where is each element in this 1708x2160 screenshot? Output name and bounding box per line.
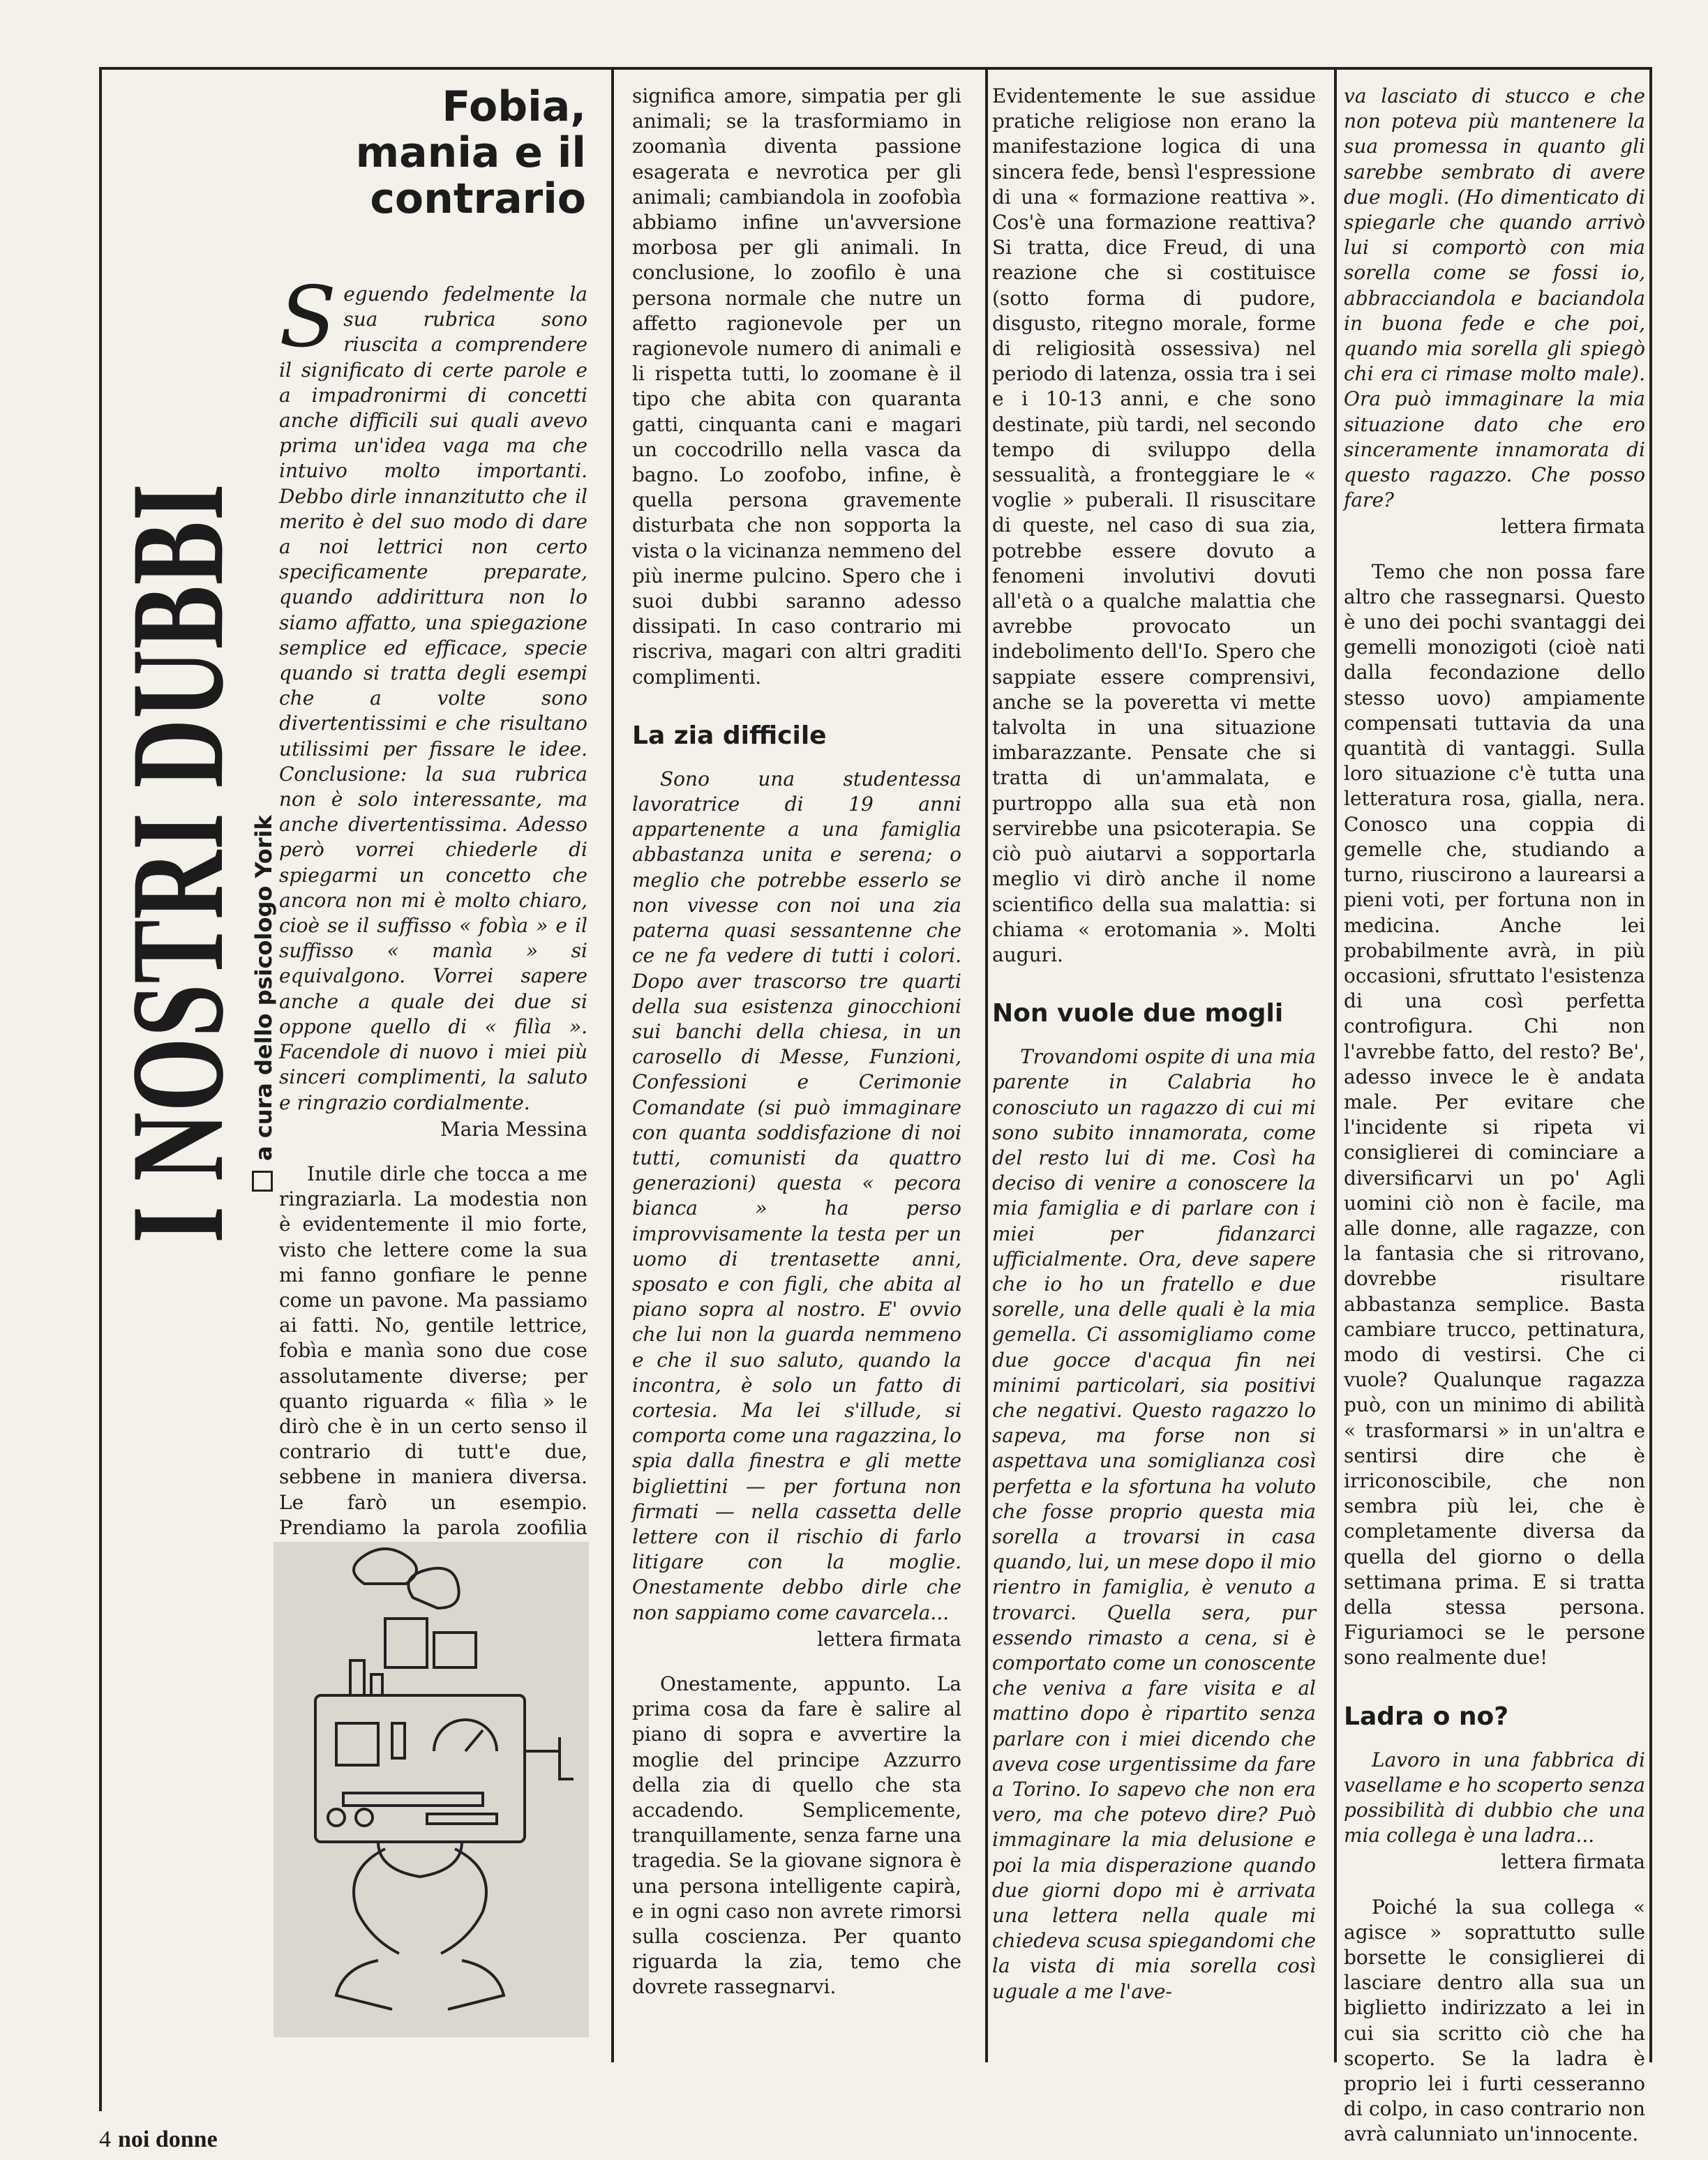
answer-text: Onestamente, appunto. La prima cosa da fare è salire al piano di sopra e avvertire la moglie del principe Azzurro della zia di quello che sta accadendo. Semplicemente, tranquillamente, senza farne una tragedia. Se la giovane signora è una persona intelligente capirà, e in ogni caso non avrete rimorsi sulla coscienza. Per quanto riguarda la zia, temo che dovrete rassegnarvi.: [632, 1672, 961, 1999]
letter-signature: Maria Messina: [440, 1117, 587, 1141]
page-footer: [99, 2127, 218, 2153]
byline-box-icon: [252, 1171, 273, 1192]
column-3: [992, 84, 1316, 2004]
top-rule: [99, 67, 1652, 70]
frame-left-rule: [99, 67, 102, 2111]
drop-cap: S: [279, 269, 337, 366]
answer-text: Evidentemente le sue assidue pratiche religiose non erano la manifestazione logica di una sincera fede, bensì l'espressione di una « formazione reattiva ». Cos'è una formazione reattiva? Si tratta, dice Freud, di una reazione che si costituisce (sotto forma di pudore, disgusto, ritegno morale, forme di religiosità ossessiva) nel periodo di latenza, ossia tra i sei e i 10-13 anni, e che sono destinate, più tardi, nel secondo tempo di sviluppo della sessualità, a fronteggiare le « voglie » puberali. Il risuscitare di queste, nel caso di sua zia, potrebbe essere dovuto a fenomeni involutivi dovuti all'età o a qualche malattia che avrebbe provocato un indebolimento dell'Io. Spero che sappiate essere comprensivi, anche se la poveretta vi mette talvolta in una situazione imbarazzante. Pensate che si tratta di un'ammalata, e purtroppo alla sua età non servirebbe una psicoterapia. Se ciò può aiutarvi a sopportarla meglio vi dirò anche il nome scientifico della sua malattia: si chiama « erotomania ». Molti auguri.: [992, 84, 1316, 966]
column-divider: [985, 67, 988, 2062]
magazine-name: noi donne: [118, 2127, 218, 2152]
subhead: La zia difficile: [632, 721, 827, 750]
letter-text: Seguendo fedelmente la sua rubrica sono riuscita a comprendere il significato di certe parole e a impadronirmi di concetti anche difficili sui quali avevo prima un'idea vaga ma che intuivo molto importanti. Debbo dirle innanzitutto che il merito è del suo modo di dare a noi lettrici non certo specificamente preparate, quando addirittura non lo siamo affatto, una spiegazione semplice ed efficace, specie quando si tratta degli esempi che a volte sono divertentissimi e che risultano utilissimi per fissare le idee. Conclusione: la sua rubrica non è solo interessante, ma anche divertentissima. Adesso però vorrei chiederle di spiegarmi un concetto che ancora non mi è molto chiaro, cioè se il suffisso « fobìa » e il suffisso « manìa » si equivalgono. Vorrei sapere anche a quale dei due si oppone quello di « filìa ». Facendole di nuovo i miei più sinceri complimenti, la saluto e ringrazio cordialmente.: [279, 269, 587, 1114]
column-divider: [611, 67, 614, 2062]
column-divider: [1334, 67, 1337, 2062]
answer-text: significa amore, simpatia per gli animali; se la trasformiamo in zoomanìa diventa passione esagerata e nevrotica per gli animali; cambiandola in zoofobìa abbiamo infine un'avversione morbosa per gli animali. In conclusione, lo zoofilo è una persona normale che nutre un affetto ragionevole per un ragionevole numero di animali e li rispetta tutti, lo zoomane è il tipo che abita con quaranta gatti, cinquanta cani e magari un coccodrillo nella vasca da bagno. Lo zoofobo, infine, è quella persona gravemente disturbata che non sopporta la vista o la vicinanza nemmeno del più inerme pulcino. Spero che i suoi dubbi saranno adesso dissipati. In caso contrario mi riscriva, magari con altri graditi complimenti.: [632, 84, 961, 689]
letter-text: Sono una studentessa lavoratrice di 19 anni appartenente a una famiglia abbastanza unita e serena; o meglio che potrebbe esserlo se non vivesse con noi una zia paterna quasi sessantenne che ce ne fa vedere di tutti i colori. Dopo aver trascorso tre quarti della sua esistenza ginocchioni sui banchi della chiesa, in un carosello di Messe, Funzioni, Confessioni e Cerimonie Comandate (si può immaginare con quanta soddisfazione di noi tutti, comunisti da quattro generazioni) questa « pecora bianca » ha perso improvvisamente la testa per un uomo di trentasette anni, sposato e con figli, che abita al piano sopra al nostro. E' ovvio che lui non la guarda nemmeno e che il suo saluto, quando la incontra, è solo un fatto di cortesia. Ma lei s'illude, si comporta come una ragazzina, lo spia dalla finestra e gli mette bigliettini — per fortuna non firmati — nella cassetta delle lettere con il rischio di farlo litigare con la moglie. Onestamente debbo dirle che non sappiamo come cavarcela...: [632, 767, 961, 1624]
subhead: Ladra o no?: [1344, 1702, 1509, 1731]
letter-text: Trovandomi ospite di una mia parente in Calabria ho conosciuto un ragazzo di cui mi sono subito innamorata, come del resto lui di me. Così ha deciso di venire a conoscere la mia famiglia e di parlare con i miei per fidanzarci ufficialmente. Ora, deve sapere che io ho un fratello e due sorelle, una delle quali è la mia gemella. Ci assomigliamo come due gocce d'acqua fin nei minimi particolari, sia positivi che negativi. Questo ragazzo lo sapeva, ma forse non si aspettava una somiglianza così perfetta e la sfortuna ha voluto che fosse proprio questa mia sorella a trovarsi in casa quando, lui, un mese dopo il mio rientro in famiglia, è venuto a trovarci. Quella sera, pur essendo rimasto a cena, si è comportato come un conoscente che veniva a fare visita e al mattino dopo è ripartito senza parlare con i miei dicendo che aveva cose urgentissime da fare a Torino. Io sapevo che non era vero, ma che potevo dire? Può immaginare la mia delusione e poi la mia disperazione quando due giorni dopo mi è arrivata una lettera nella quale mi chiedeva scusa spiegandomi che la vista di mia sorella così uguale a me l'ave-: [992, 1045, 1316, 2003]
column-1: [279, 269, 587, 1566]
letter-text: Lavoro in una fabbrica di vasellame e ho scoperto senza possibilità di dubbio che una mia collega è una ladra...: [1344, 1748, 1645, 1847]
column-4: [1344, 84, 1645, 2147]
letter-signature: lettera firmata: [1501, 1850, 1645, 1874]
answer-text: Inutile dirle che tocca a me ringraziarla. La modestia non è evidentemente il mio forte, visto che lettere come la sua mi fanno gonfiare le penne come un pavone. Ma passiamo ai fatti. No, gentile lettrice, fobìa e manìa sono due cose assolutamente diverse; per quanto riguarda « filìa » le dirò che è in un certo senso il contrario di tutt'e due, sebbene in maniera diversa. Le farò un esempio. Prendiamo la parola zoofilia: [279, 1162, 587, 1539]
letter-text: va lasciato di stucco e che non poteva più mantenere la sua promessa in quanto gli sarebbe sembrato di avere due mogli. (Ho dimenticato di spiegarle che quando arrivò lui si comportò con mia sorella come se fossi io, abbracciandola e baciandola in buona fede e che poi, quando mia sorella gli spiegò chi era ci rimase molto male). Ora può immaginare la mia situazione dato che ero sinceramente innamorata di questo ragazzo. Che posso fare?: [1344, 84, 1645, 512]
answer-text: Temo che non possa fare altro che rassegnarsi. Questo è uno dei pochi svantaggi dei gemelli monozigoti (cioè nati dalla fecondazione dello stesso uovo) ampiamente compensati tuttavia da una quantità di vantaggi. Sulla loro situazione c'è tutta una letteratura rosa, gialla, nera. Conosco una coppia di gemelle che, studiando a turno, riuscirono a laurearsi a pieni voti, per fortuna non in medicina. Anche lei probabilmente avrà, in più occasioni, sfruttato l'esistenza di una così perfetta controfigura. Chi non l'avrebbe fatto, del resto? Be', adesso invece le è andata male. Per evitare che l'incidente si ripeta vi consiglierei di cominciare a diversificarvi un po' Agli uomini ciò non è facile, ma alle donne, alle ragazze, con la fantasia che si ritrovano, dovrebbe risultare abbastanza semplice. Basta cambiare trucco, pettinatura, modo di vestirsi. Che ci vuole? Qualunque ragazza può, con un minimo di abilità « trasformarsi » in un'altra e sentirsi dire che è irriconoscibile, che non sembra più lei, che è completamente diversa da quella del giorno o della settimana prima. E si tratta della stessa persona. Figuriamoci se le persone sono realmente due!: [1344, 560, 1645, 1670]
page-number: 4: [99, 2127, 111, 2152]
column-2: [632, 84, 961, 2000]
illustration: [274, 1542, 589, 2037]
letter-signature: lettera firmata: [817, 1627, 961, 1651]
subhead: Non vuole due mogli: [992, 999, 1284, 1028]
article-title: Fobia, mania e il contrario: [355, 82, 586, 223]
frame-right-rule: [1649, 67, 1652, 2062]
answer-text: Poiché la sua collega « agisce » soprattutto sulle borsette le consiglierei di lasciare dentro alla sua un biglietto indirizzato a lei in cui sia scritto ciò che ha scoperto. Se la ladra è proprio lei i furti cesseranno di colpo, in caso contrario non avrà calunniato un'innocente.: [1344, 1895, 1645, 2146]
section-byline: a cura dello psicologo Yorik: [250, 815, 278, 1192]
letter-signature: lettera firmata: [1501, 515, 1645, 539]
section-title: I NOSTRI DUBBI: [105, 483, 251, 1243]
robot-head-illustration: [274, 1542, 589, 2037]
